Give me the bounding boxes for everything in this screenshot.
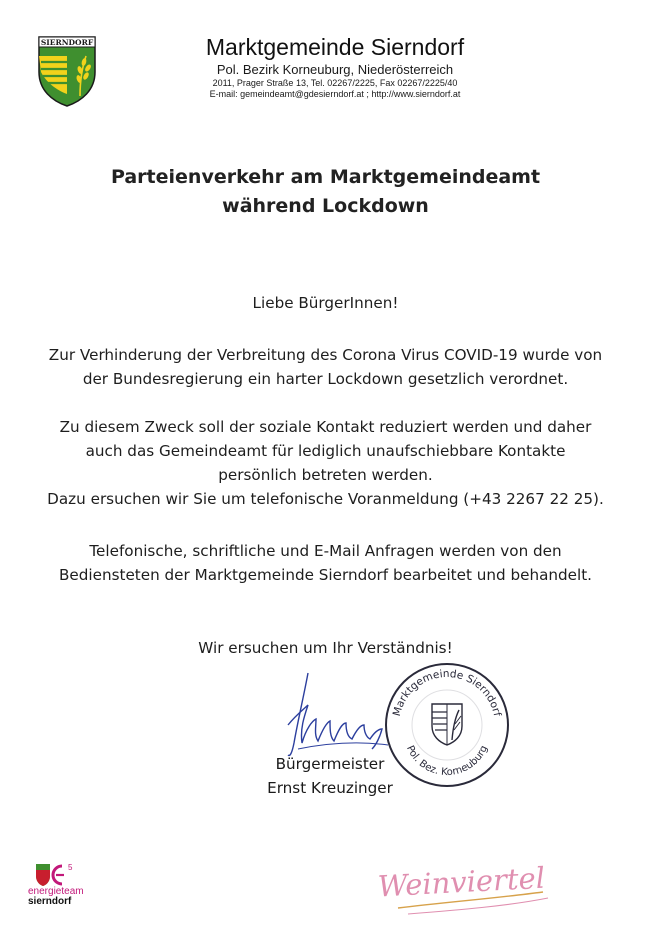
signatory-name: Ernst Kreuzinger xyxy=(267,779,393,797)
municipality-name: Marktgemeinde Sierndorf xyxy=(205,34,465,60)
paragraph-line: Zur Verhinderung der Verbreitung des Corona Virus COVID-19 wurde von xyxy=(48,346,603,364)
paragraph-line: Telefonische, schriftliche und E-Mail Anfragen werden von den xyxy=(89,542,562,560)
paragraph-line: Bediensteten der Marktgemeinde Sierndorf bearbeitet und behandelt. xyxy=(58,566,593,584)
paragraph-2 xyxy=(20,415,631,511)
energieteam-line-1: energieteam xyxy=(28,886,84,897)
energieteam-line-2: sierndorf xyxy=(28,896,72,907)
district-line: Pol. Bezirk Korneuburg, Niederösterreich xyxy=(216,62,454,77)
paragraph-line: persönlich betreten werden. xyxy=(218,466,433,484)
stamp-shield-icon xyxy=(432,704,462,745)
weinviertel-wordmark: Weinviertel xyxy=(376,860,546,904)
energieteam-text xyxy=(28,887,84,907)
handwritten-signature xyxy=(268,665,398,765)
weinviertel-logo xyxy=(368,858,558,920)
signatory-role: Bürgermeister xyxy=(275,755,385,773)
municipal-crest-icon xyxy=(36,34,98,108)
signature-block xyxy=(240,752,420,800)
paragraph-line: auch das Gemeindeamt für lediglich unaufschiebbare Kontakte xyxy=(85,442,566,460)
document-title xyxy=(0,163,651,221)
paragraph-1 xyxy=(20,343,631,391)
stamp-top-text: Marktgemeinde Sierndorf xyxy=(390,667,504,718)
greeting: Liebe BürgerInnen! xyxy=(252,294,399,312)
letterhead xyxy=(180,34,490,100)
closing-line: Wir ersuchen um Ihr Verständnis! xyxy=(198,639,453,657)
energie-superscript: 5 xyxy=(68,863,73,872)
stamp-bottom-text: Pol. Bez. Korneuburg xyxy=(403,743,491,779)
crest-label: SIERNDORF xyxy=(40,38,94,47)
paragraph-line: Dazu ersuchen wir Sie um telefonische Voranmeldung (+43 2267 22 25). xyxy=(47,490,604,508)
title-line-1: Parteienverkehr am Marktgemeindeamt xyxy=(110,166,541,188)
contact-line: E-mail: gemeindeamt@gdesierndorf.at ; http://www.sierndorf.at xyxy=(209,89,461,99)
paragraph-line: der Bundesregierung ein harter Lockdown gesetzlich verordnet. xyxy=(82,370,569,388)
paragraph-line: Zu diesem Zweck soll der soziale Kontakt reduziert werden und daher xyxy=(59,418,592,436)
address-line: 2011, Prager Straße 13, Tel. 02267/2225, Fax 02267/2225/40 xyxy=(212,78,458,88)
paragraph-3 xyxy=(20,539,631,587)
title-line-2: während Lockdown xyxy=(222,195,429,217)
